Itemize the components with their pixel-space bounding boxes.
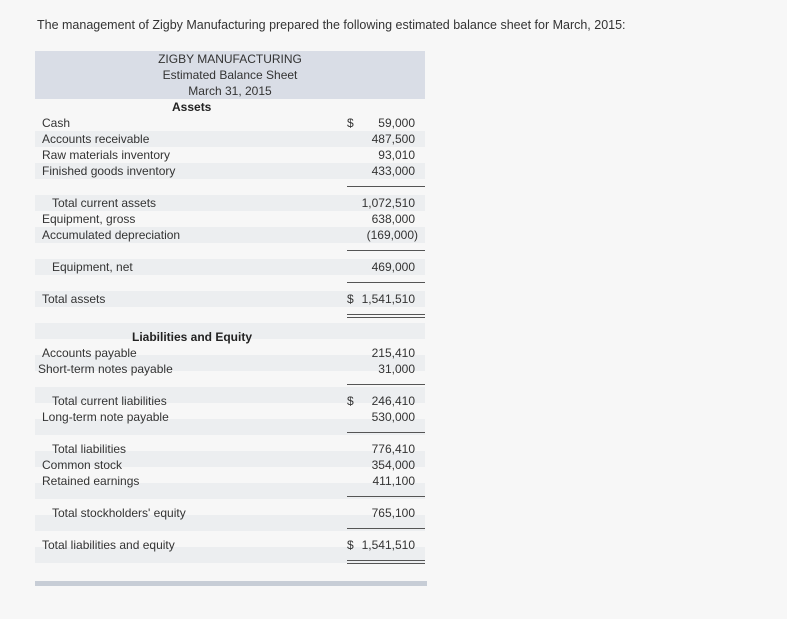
- tcl-label: Total current liabilities: [52, 394, 167, 408]
- double-rule-bottom: [347, 563, 425, 564]
- tl-value: 776,410: [371, 442, 415, 456]
- equip-label: Equipment, gross: [42, 212, 136, 226]
- ap-label: Accounts payable: [42, 346, 137, 360]
- tcl-currency: $: [347, 394, 354, 408]
- sheet-date: March 31, 2015: [188, 84, 272, 98]
- tca-label: Total current assets: [52, 196, 157, 210]
- subtotal-rule: [347, 250, 425, 251]
- subtotal-rule: [347, 528, 425, 529]
- ltnp-label: Long-term note payable: [42, 410, 169, 424]
- cash-currency: $: [347, 116, 354, 130]
- raw-value: 93,010: [378, 148, 415, 162]
- ar-label: Accounts receivable: [42, 132, 150, 146]
- sheet-title: Estimated Balance Sheet: [162, 68, 298, 82]
- double-rule-top: [347, 314, 425, 315]
- stnp-label: Short-term notes payable: [38, 362, 173, 376]
- assets-heading: Assets: [172, 100, 212, 114]
- re-label: Retained earnings: [42, 474, 140, 488]
- tse-value: 765,100: [371, 506, 415, 520]
- fg-label: Finished goods inventory: [42, 164, 176, 178]
- double-rule-bottom: [347, 317, 425, 318]
- tca-value: 1,072,510: [361, 196, 415, 210]
- ap-value: 215,410: [371, 346, 415, 360]
- ta-currency: $: [347, 292, 354, 306]
- tcl-value: 246,410: [371, 394, 415, 408]
- tl-label: Total liabilities: [52, 442, 127, 456]
- liabilities-heading: Liabilities and Equity: [132, 330, 253, 344]
- double-rule-top: [347, 560, 425, 561]
- tse-label: Total stockholders' equity: [52, 506, 186, 520]
- re-value: 411,100: [372, 474, 415, 488]
- cash-value: 59,000: [378, 116, 415, 130]
- subtotal-rule: [347, 432, 425, 433]
- raw-label: Raw materials inventory: [42, 148, 171, 162]
- ta-label: Total assets: [42, 292, 106, 306]
- equip-value: 638,000: [371, 212, 415, 226]
- tle-label: Total liabilities and equity: [42, 538, 175, 552]
- bottom-divider: [35, 581, 427, 586]
- subtotal-rule: [347, 384, 425, 385]
- subtotal-rule: [347, 282, 425, 283]
- equipnet-label: Equipment, net: [52, 260, 133, 274]
- stnp-value: 31,000: [378, 362, 415, 376]
- subtotal-rule: [347, 496, 425, 497]
- subtotal-rule: [347, 186, 425, 187]
- accdep-value: (169,000): [366, 228, 418, 242]
- intro-text: The management of Zigby Manufacturing prepared the following estimated balance sheet for March, 2015:: [37, 18, 626, 32]
- cash-label: Cash: [42, 116, 71, 130]
- cs-label: Common stock: [42, 458, 123, 472]
- cs-value: 354,000: [371, 458, 415, 472]
- ta-value: 1,541,510: [361, 292, 415, 306]
- company-name: ZIGBY MANUFACTURING: [158, 52, 302, 66]
- ar-value: 487,500: [371, 132, 415, 146]
- equipnet-value: 469,000: [371, 260, 415, 274]
- tle-currency: $: [347, 538, 354, 552]
- ltnp-value: 530,000: [371, 410, 415, 424]
- balance-sheet: [35, 51, 425, 587]
- fg-value: 433,000: [371, 164, 415, 178]
- tle-value: 1,541,510: [361, 538, 415, 552]
- accdep-label: Accumulated depreciation: [42, 228, 181, 242]
